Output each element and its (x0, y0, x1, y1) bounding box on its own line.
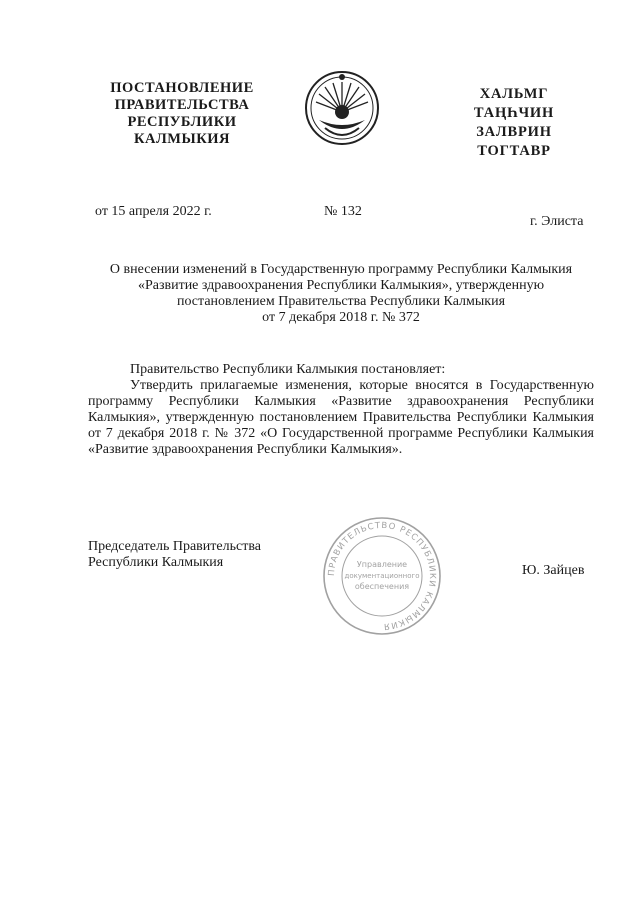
document-body (88, 362, 594, 458)
subject-line: О внесении изменений в Государственную программу Республики Калмыкия (109, 262, 573, 277)
subject-line: «Развитие здравоохранения Республики Калмыкия», утвержденную (137, 278, 545, 293)
document-number: № 132 (324, 204, 362, 219)
signatory-name: Ю. Зайцев (522, 563, 585, 578)
signatory-title-line: Председатель Правительства (88, 539, 261, 554)
header-right-line: ХАЛЬМГ (479, 86, 549, 102)
header-left-line: ПРАВИТЕЛЬСТВА (114, 97, 250, 113)
header-left-line: РЕСПУБЛИКИ (127, 114, 237, 130)
header-right-title (462, 85, 566, 161)
header-left-title (98, 80, 266, 148)
subject-line: постановлением Правительства Республики Калмыкия (176, 294, 506, 309)
signatory-title (88, 539, 308, 571)
signatory-title-line: Республики Калмыкия (88, 555, 224, 570)
body-main-paragraph: Утвердить прилагаемые изменения, которые вносятся в Государственную программу Республики Калмыкия «Развитие здравоохранения Республики Калмыкия», утвержденную постановлением Правительства Республики Калмыкия от 7 декабря 2018 г. № 372 «О Государственной программе Республики Калмыкия «Развитие здравоохранения Республики Калмыкия». (88, 378, 594, 457)
document-city: г. Элиста (530, 214, 584, 229)
stamp-ring-text: ПРАВИТЕЛЬСТВО РЕСПУБЛИКИ КАЛМЫКИЯ (326, 520, 438, 632)
body-intro: Правительство Республики Калмыкия постановляет: (130, 362, 446, 377)
document-date: от 15 апреля 2022 г. (95, 204, 212, 219)
stamp-center-line: Управление (356, 560, 408, 569)
official-stamp-icon (320, 515, 444, 637)
header-right-line: ТАҢҺЧИН (473, 105, 555, 121)
document-subject (88, 262, 594, 326)
header-right-line: ЗАЛВРИН (476, 124, 552, 140)
stamp-center-line: документационного (344, 572, 420, 580)
header-left-line: КАЛМЫКИЯ (134, 131, 230, 147)
header-left-line: ПОСТАНОВЛЕНИЕ (110, 80, 254, 96)
header-right-line: ТОГТАВР (477, 143, 551, 159)
subject-line: от 7 декабря 2018 г. № 372 (262, 310, 420, 325)
emblem-of-kalmykia-icon (303, 68, 381, 148)
stamp-center-line: обеспечения (354, 582, 410, 591)
